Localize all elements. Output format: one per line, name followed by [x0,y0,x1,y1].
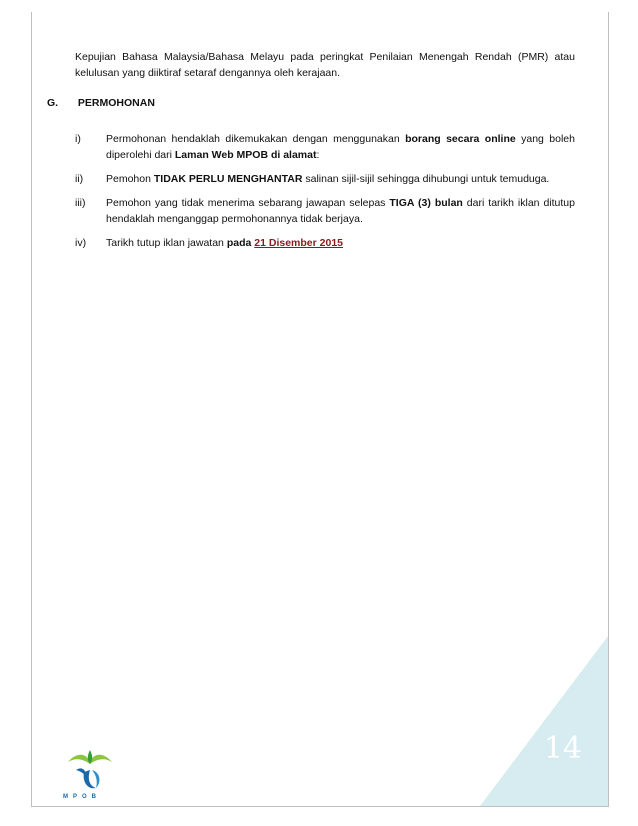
logo-text: MPOB [63,794,101,800]
item-bold-part: TIGA (3) bulan [389,197,463,209]
item-bold-part: TIDAK PERLU MENGHANTAR [153,173,303,185]
item-text-part: salinan sijil-sijil sehingga dihubungi untuk temuduga. [302,173,550,185]
item-text-part: Tarikh tutup iklan jawatan [106,237,227,249]
section-letter: G. [47,97,59,109]
item-number: ii) [75,173,84,185]
list-item [75,195,575,227]
list-item [75,235,575,251]
list-item [75,171,575,187]
page-number: 14 [543,731,582,766]
item-text-part: Permohonan hendaklah dikemukakan dengan menggunakan [106,133,406,145]
item-text-part: Pemohon yang tidak menerima sebarang jawapan selepas [106,197,390,209]
application-items [75,131,575,259]
item-text-part: dari tarikh iklan ditutup hendaklah menganggap permohonannya tidak berjaya. [106,197,575,225]
intro-line-2: kelulusan yang diiktiraf setaraf dengannya oleh kerajaan. [75,67,341,79]
item-text-part: Pemohon [106,173,154,185]
item-text [106,171,575,187]
item-number: iii) [75,197,86,209]
item-text [106,131,575,163]
closing-date: 21 Disember 2015 [254,237,343,249]
item-number: iv) [75,237,87,249]
intro-line-1: Kepujian Bahasa Malaysia/Bahasa Melayu pada peringkat Penilaian Menengah Rendah (PMR) atau [75,51,575,63]
section-heading [47,97,155,109]
item-text [106,235,575,251]
item-text [106,195,575,227]
item-bold-part: pada [226,237,252,249]
item-bold-part: Laman Web MPOB di alamat [174,149,317,161]
item-number: i) [75,133,81,145]
item-text-part: : [316,149,320,161]
mpob-logo-icon [62,748,118,798]
section-title: PERMOHONAN [77,97,155,109]
item-bold-part: borang secara online [405,133,516,145]
intro-paragraph [75,49,575,81]
corner-decoration [480,636,608,806]
list-item [75,131,575,163]
item-text-part: yang boleh diperolehi dari [106,133,575,161]
